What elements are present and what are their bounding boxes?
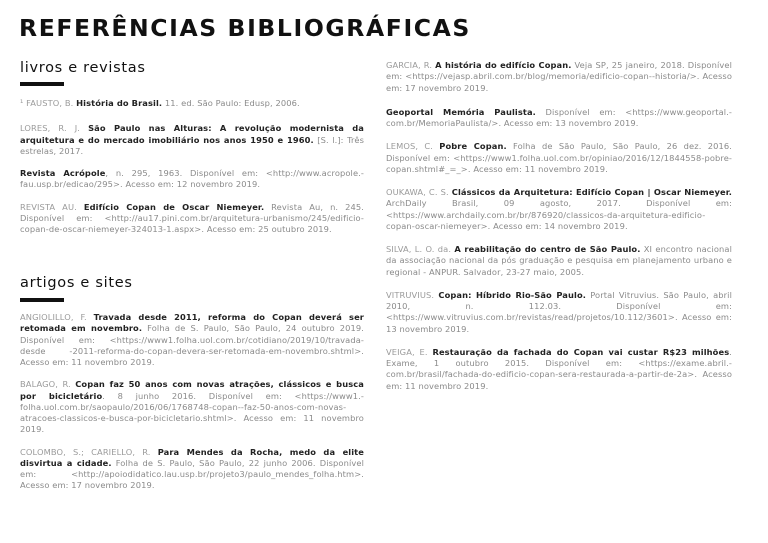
ref-balago	[20, 379, 364, 435]
ref-details: [S. l.]: Três estrelas, 2017.	[20, 134, 364, 156]
ref-details: 11. ed. São Paulo: Edusp, 2006.	[162, 98, 300, 108]
ref-title: Restauração da fachada do Copan vai custar R$23 milhões	[432, 346, 730, 357]
ref-fausto	[20, 98, 364, 109]
ref-details: Portal Vitruvius. São Paulo, abril 2010, n. 112.03. Disponível em: <https://www.vitruvius.com.br/revistas/read/projetos/10.112/3601>. Acesso em: 13 novembro 2019.	[386, 289, 732, 334]
ref-author: REVISTA AU.	[20, 201, 84, 212]
ref-title: Geoportal Memória Paulista.	[386, 106, 536, 117]
right-column	[386, 60, 732, 392]
ref-title: Travada desde 2011, reforma do Copan deverá ser retomada em novembro.	[20, 312, 364, 334]
ref-author: GARCIA, R.	[386, 60, 436, 70]
ref-garcia	[386, 60, 732, 94]
ref-geoportal	[386, 107, 732, 130]
ref-title: A reabilitação do centro de São Paulo.	[454, 244, 641, 254]
section-rule-livros	[20, 82, 64, 86]
page-title: REFERÊNCIAS BIBLIOGRÁFICAS	[19, 14, 471, 42]
ref-title: São Paulo nas Alturas: A revolução modernista da arquitetura e do mercado imobiliário nos anos 1950 e 1960.	[20, 123, 365, 145]
ref-title: Revista Acrópole	[20, 168, 106, 178]
section-rule-artigos	[20, 298, 64, 302]
ref-author: BALAGO, R.	[20, 379, 76, 390]
ref-title: Para Mendes da Rocha, medo da elite disvirtua a cidade.	[20, 446, 364, 468]
ref-details: Veja SP, 25 janeiro, 2018. Disponível em: <https://vejasp.abril.com.br/blog/memoria/edificio-copan--historia/>. Acesso em: 17 novembro 2019.	[386, 60, 732, 93]
ref-title: Pobre Copan.	[439, 141, 507, 152]
ref-details: . 8 junho 2016. Disponível em: <https://www1.-folha.uol.com.br/saopaulo/2016/06/1768748-copan--faz-50-anos-com-novas-atracoes-classicos-e-busca-por-bicicletario.shtml>. Acesso em: 11 novembro 2019.	[20, 390, 364, 435]
section-heading-livros: livros e revistas	[20, 60, 146, 76]
ref-title: A história do edifício Copan.	[435, 60, 572, 70]
ref-details: Folha de São Paulo, São Paulo, 26 dez. 2016. Disponível em: <https://www1.folha.uol.com.br/opiniao/2016/12/1844558-pobre-copan.shtml#_=_>. Acesso em: 11 novembro 2019.	[386, 141, 732, 174]
section-heading-artigos: artigos e sites	[20, 275, 133, 291]
ref-details: Folha de S. Paulo, São Paulo, 22 junho 2006. Disponível em: <http://apoiodidatico.lau.usp.br/projeto3/paulo_mendes_folha.htm>. Acesso em: 17 novembro 2019.	[20, 457, 364, 491]
ref-details: . Exame, 1 outubro 2015. Disponível em: <https://exame.abril.-com.br/brasil/fachada-do-edificio-copan-sera-restaurada-a-partir-de-2a>. Acesso em: 11 novembro 2019.	[386, 346, 732, 391]
ref-veiga	[386, 347, 732, 392]
ref-details: , n. 295, 1963. Disponível em: <http://www.acropole.-fau.usp.br/edicao/295>. Acesso em: 12 novembro 2019.	[20, 168, 364, 190]
ref-author: SILVA, L. O. da.	[386, 244, 455, 254]
ref-oukawa	[386, 187, 732, 232]
ref-author: LEMOS, C.	[386, 141, 440, 152]
ref-title: Edifício Copan de Oscar Niemeyer.	[83, 201, 265, 212]
ref-details: ArchDaily Brasil, 09 agosto, 2017. Disponível em: <https://www.archdaily.com.br/br/876920/classicos-da-arquitetura-edificio-copan-oscar-niemeyer>. Acesso em: 14 novembro 2019.	[386, 198, 732, 231]
ref-author: VITRUVIUS.	[386, 289, 439, 300]
ref-author: OUKAWA, C. S.	[386, 187, 452, 197]
ref-author: COLOMBO, S.; CARIELLO, R.	[20, 446, 158, 457]
ref-silva	[386, 244, 732, 278]
ref-author: ¹ FAUSTO, B.	[20, 98, 77, 108]
ref-lemos	[386, 141, 732, 175]
left-column	[20, 98, 364, 235]
ref-author: LORES, R. J.	[20, 123, 89, 134]
ref-details: Disponível em: <https://www.geoportal.-com.br/MemoriaPaulista/>. Acesso em: 13 novembro 2019.	[386, 106, 732, 128]
ref-details: XI encontro nacional da associação nacional da pós graduação e pesquisa em planejamento urbano e regional - ANPUR. Salvador, 23-27 maio, 2005.	[386, 244, 732, 277]
ref-title: Copan faz 50 anos com novas atrações, clássicos e busca por bicicletário	[20, 379, 364, 401]
ref-acropole	[20, 168, 364, 191]
ref-title: História do Brasil.	[76, 98, 163, 108]
ref-lores	[20, 123, 364, 157]
ref-vitruvius	[386, 290, 732, 335]
ref-colombo	[20, 447, 364, 492]
ref-author: VEIGA, E.	[386, 346, 433, 357]
ref-details: Revista Au, n. 245. Disponível em: <http://au17.pini.com.br/arquitetura-urbanismo/245/edificio-copan-de-oscar-niemeyer-324013-1.aspx>. Acesso em: 25 outubro 2019.	[20, 201, 365, 234]
left-column-artigos	[20, 312, 364, 492]
ref-title: Clássicos da Arquitetura: Edifício Copan | Oscar Niemeyer.	[451, 187, 732, 197]
ref-angiolillo	[20, 312, 364, 368]
ref-details: Folha de S. Paulo, São Paulo, 24 outubro 2019. Disponível em: <https://www1.folha.uol.com.br/cotidiano/2019/10/travada-desde -2011-reforma-do-copan-devera-ser-retomada-em-novembro.shtml>. Acesso em: 11 novembro 2019.	[20, 323, 364, 367]
ref-revista-au	[20, 202, 364, 236]
ref-author: ANGIOLILLO, F.	[20, 312, 94, 322]
ref-title: Copan: Híbrido Rio-São Paulo.	[438, 289, 587, 300]
